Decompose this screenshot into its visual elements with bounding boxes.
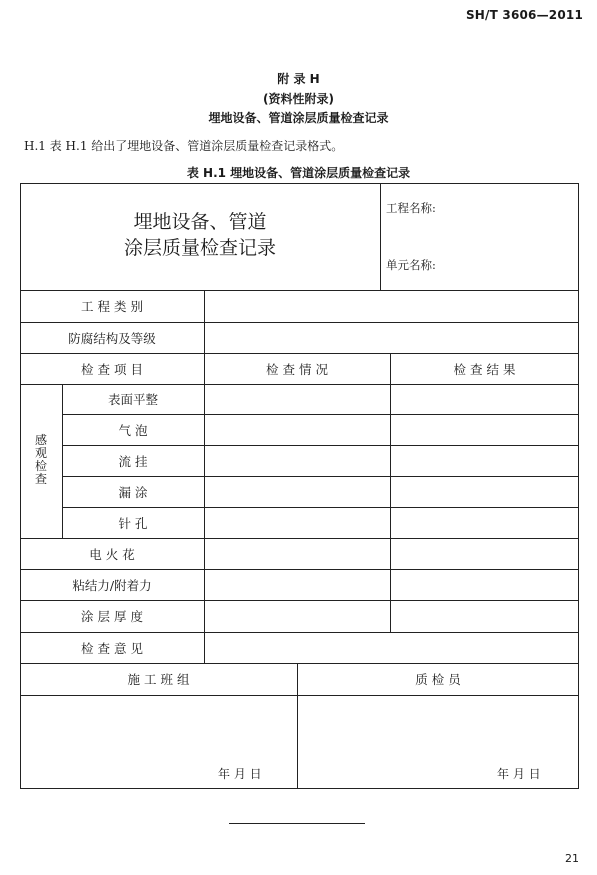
row-divider bbox=[20, 695, 579, 696]
project-category-label: 工 程 类 别 bbox=[81, 299, 143, 314]
visual-item-surface: 表面平整 bbox=[107, 392, 158, 407]
record-title-line1: 埋地设备、管道 bbox=[133, 211, 267, 233]
record-title-line2: 涂层质量检查记录 bbox=[123, 237, 276, 259]
visual-item-pinhole: 针 孔 bbox=[118, 515, 148, 531]
visual-inspection-label: 感观检查 bbox=[34, 433, 47, 486]
date-right: 年 月 日 bbox=[497, 767, 541, 781]
unit-name-label: 单元名称: bbox=[386, 258, 436, 272]
check-status-header: 检 查 情 况 bbox=[266, 361, 328, 377]
footer-rule bbox=[229, 823, 365, 824]
check-result-header: 检 查 结 果 bbox=[453, 361, 516, 377]
construction-crew-label: 施 工 班 组 bbox=[127, 672, 190, 687]
appendix-title: 附 录 H bbox=[277, 72, 320, 86]
coating-thickness-label: 涂 层 厚 度 bbox=[81, 609, 143, 624]
check-item-header: 检 查 项 目 bbox=[81, 361, 143, 377]
visual-item-holiday: 漏 涂 bbox=[118, 484, 148, 500]
page-number: 21 bbox=[565, 852, 579, 865]
intro-paragraph: H.1 表 H.1 给出了埋地设备、管道涂层质量检查记录格式。 bbox=[24, 139, 344, 153]
col-divider bbox=[204, 290, 205, 663]
col-divider bbox=[380, 183, 381, 290]
inspection-opinion-label: 检 查 意 见 bbox=[81, 640, 143, 656]
visual-item-sag: 流 挂 bbox=[118, 453, 148, 469]
anticorrosion-label: 防腐结构及等级 bbox=[68, 330, 156, 346]
quality-inspector-label: 质 检 员 bbox=[415, 672, 461, 687]
appendix-name: 埋地设备、管道涂层质量检查记录 bbox=[208, 111, 389, 125]
appendix-subtitle: (资料性附录) bbox=[263, 92, 334, 106]
col-divider bbox=[390, 353, 391, 632]
spark-test-label: 电 火 花 bbox=[89, 546, 135, 562]
table-caption: 表 H.1 埋地设备、管道涂层质量检查记录 bbox=[186, 166, 411, 180]
project-name-label: 工程名称: bbox=[386, 201, 436, 215]
standard-code: SH/T 3606—2011 bbox=[465, 8, 583, 22]
visual-item-bubble: 气 泡 bbox=[118, 422, 148, 438]
adhesion-label: 粘结力/附着力 bbox=[72, 577, 152, 593]
date-left: 年 月 日 bbox=[218, 767, 262, 781]
